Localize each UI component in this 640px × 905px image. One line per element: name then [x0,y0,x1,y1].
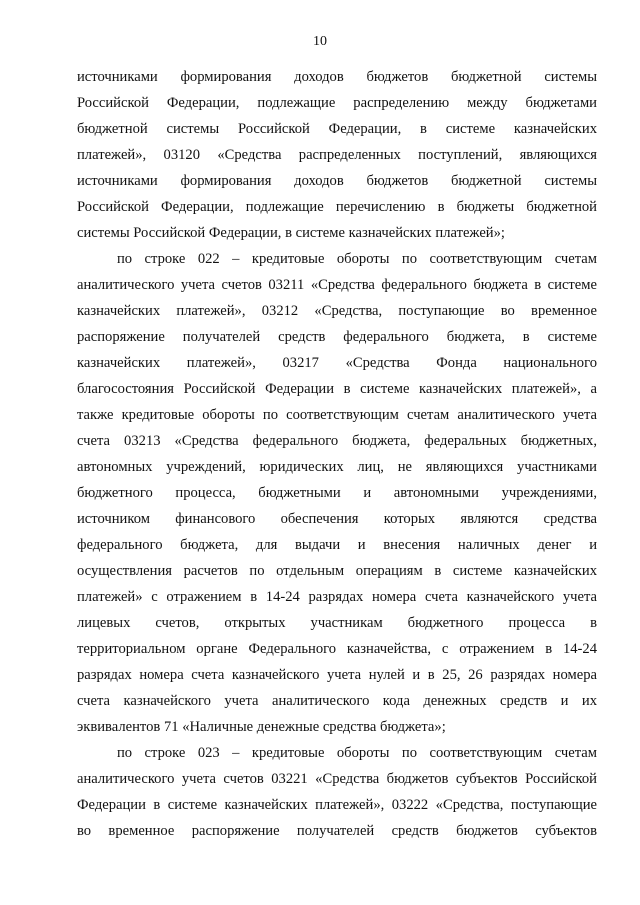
text-line: Российской Федерации, подлежащие перечислению в бюджеты бюджетной [77,199,597,215]
text-line: аналитического учета счетов 03211 «Средства федерального бюджета в системе [77,277,597,293]
text-line: счета казначейского учета аналитического кода денежных средств и их [77,693,597,709]
text-line: источником финансового обеспечения которых являются средства [77,511,597,527]
text-line: благосостояния Российской Федерации в системе казначейских платежей», а [77,381,597,397]
text-line: казначейских платежей», 03217 «Средства Фонда национального [77,355,597,371]
text-line: разрядах номера счета казначейского учета нулей и в 25, 26 разрядах номера [77,667,597,683]
paragraph-first-line: по строке 022 – кредитовые обороты по соответствующим счетам [117,251,597,267]
text-line: системы Российской Федерации, в системе казначейских платежей»; [77,225,505,241]
text-line: распоряжение получателей средств федерального бюджета, в системе [77,329,597,345]
text-line: также кредитовые обороты по соответствующим счетам аналитического учета [77,407,597,423]
text-line: источниками формирования доходов бюджетов бюджетной системы [77,69,597,85]
text-line: территориальном органе Федерального казначейства, с отражением в 14-24 [77,641,597,657]
text-line: казначейских платежей», 03212 «Средства, поступающие во временное [77,303,597,319]
text-line: Российской Федерации, подлежащие распределению между бюджетами [77,95,597,111]
text-line: источниками формирования доходов бюджетов бюджетной системы [77,173,597,189]
paragraph-first-line: по строке 023 – кредитовые обороты по соответствующим счетам [117,745,597,761]
text-line: лицевых счетов, открытых участникам бюджетного процесса в [77,615,597,631]
text-line: платежей», 03120 «Средства распределенных поступлений, являющихся [77,147,597,163]
text-line: Федерации в системе казначейских платежей», 03222 «Средства, поступающие [77,797,597,813]
page-number: 10 [313,34,327,49]
text-line: бюджетной системы Российской Федерации, в системе казначейских [77,121,597,137]
text-line: федерального бюджета, для выдачи и внесения наличных денег и [77,537,597,553]
text-line: во временное распоряжение получателей средств бюджетов субъектов [77,823,597,839]
text-line: автономных учреждений, юридических лиц, не являющихся участниками [77,459,597,475]
body-text [77,64,597,844]
text-line: счета 03213 «Средства федерального бюджета, федеральных бюджетных, [77,433,597,449]
text-line: бюджетного процесса, бюджетными и автономными учреждениями, [77,485,597,501]
text-line: аналитического учета счетов 03221 «Средства бюджетов субъектов Российской [77,771,597,787]
text-line: осуществления расчетов по отдельным операциям в системе казначейских [77,563,597,579]
text-line: платежей» с отражением в 14-24 разрядах номера счета казначейского учета [77,589,597,605]
text-line: эквивалентов 71 «Наличные денежные средства бюджета»; [77,719,446,735]
